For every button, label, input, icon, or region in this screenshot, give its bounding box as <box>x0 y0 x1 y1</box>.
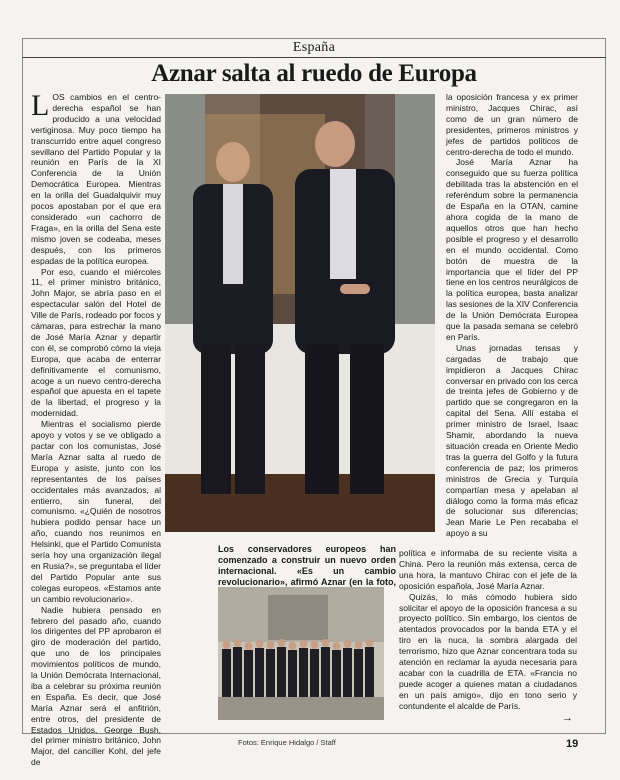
article-paragraph: Nadie hubiera pensado en febrero del pasado año, cuando los dirigentes del PP aprobaron el giro de moderación del partido, que uno de los principales movimientos políticos de mundo, la Unión Demócrata Internacional, iba a celebrar su próxima reunión en España. Es decir, que José María Aznar será el anfitrión, entre otros, del presidente de Estados Unidos, George Bush, del primer ministro británico, John Major, del canciller Kohl, del jefe de <box>31 604 161 768</box>
section-bar <box>22 38 606 58</box>
article-paragraph: LOS cambios en el centro-derecha español se han producido a una velocidad vertiginosa. Muy poco tiempo ha transcurrido entre aquel congreso sevillano del Partido Popular y la reunión en París de la XI Conferencia de la Unión Democrática Europea. Mientras en la orilla del Guadalquivir muy pocos apostaban por el que era considerado «un cachorro de Fraga», en la orilla del Sena este mismo joven se codeaba, meses después, con los primeros espadas de la política europea. <box>31 89 161 266</box>
article-paragraph: Mientras el socialismo pierde apoyo y votos y se ve obligado a pactar con los comunistas, José María Aznar salta al ruedo de Europa y asiste, junto con los representantes de los países occidentales más avanzados, al entierro, sin funeral, del comunismo. «¿Quién de nosotros hubiera podido pensar hace un año, cuando nos reunimos en Helsinki, que el Partido Comunista sería hoy una organización ilegal en Rusia?», se preguntaba el líder del Partido Popular ante sus colegas europeos. «Estamos ante un cambio revolucionario». <box>31 419 161 604</box>
article-paragraph: la oposición francesa y ex primer ministro, Jacques Chirac, así como de un gran número de presidentes, primeros ministros y jefes de partidos políticos de centro-derecha de todo el mundo. <box>446 92 578 157</box>
article-column-left <box>31 89 161 768</box>
article-paragraph: Quizás, lo más cómodo hubiera sido solicitar el apoyo de la oposición francesa a su proyecto político. Sin embargo, los cientos de atentados provocados por la banda ETA y el tiro en la nuca, la sombra alargada del terrorismo, hizo que Aznar concentrara toda su atención en reclamar la ayuda necesaria para acabar con la cuadrilla de ETA. «Francia no puede acoger a quienes matan a ciudadanos en un país amigo», dijo en tono serio y contundente el alcalde de París. <box>399 591 577 711</box>
main-photo-aznar-chirac <box>165 94 435 532</box>
headline: Aznar salta al ruedo de Europa <box>151 60 477 87</box>
article-column-bottom <box>399 548 577 724</box>
photo-caption: Los conservadores europeos han comenzado a construir un nuevo orden internacional. «Es un cambio revolucionario», afirmó Aznar (en la foto, <box>218 544 396 587</box>
drop-cap: L <box>31 89 50 122</box>
photo-credit: Fotos: Enrique Hidalgo / Staff <box>238 738 336 747</box>
continue-arrow-icon: → <box>562 712 573 724</box>
article-paragraph: Unas jornadas tensas y cargadas de trabajo que impidieron a Jacques Chirac conversar en privado con los cerca de treinta jefes de Gobierno y de partido que se congregaron en la capital del Sena. Allí estaba el primer ministro de Israel, Isaac Shamir, abordando la nueva situación creada en Oriente Medio tras la guerra del Golfo y la futura conferencia de paz; los primeros ministros de Grecia y Turquía compartían mesa y apelaban al diálogo como la forma más eficaz de solucionar sus diferencias; Jean Marie Le Pen recababa el apoyo a su <box>446 342 578 539</box>
section-label: España <box>292 40 336 55</box>
article-column-right <box>446 92 578 546</box>
page-number: 19 <box>566 738 579 750</box>
article-paragraph: Por eso, cuando el miércoles 11, el primer ministro británico, John Major, se abría paso en el espectacular salón del Hotel de Ville de París, rodeado por focos y cámaras, para estrechar la mano de José María Aznar y departir con él, se comprobó cómo la vieja Europa, que acaba de enterrar definitivamente el comunismo, acoge a un nuevo centro-derecha español que apuesta en el tapete de la libertad, el progreso y la modernidad. <box>31 266 161 419</box>
article-paragraph: política e informaba de su reciente visita a China. Pero la reunión más extensa, cerca de una hora, la mantuvo Chirac con el jefe de la oposición española, José María Aznar. <box>399 548 577 591</box>
article-paragraph: José María Aznar ha conseguido que su fuerza política debilitada tras la abstención en el referéndum sobre la permanencia de España en la OTAN, camine ahora cogida de la mano de aquellos otros que han hecho posible el progreso y el desarrollo en el mundo occidental. Como botón de muestra de la importancia que el líder del PP tiene en los centros neurálgicos de la política europea, basta analizar las sesiones de la XIV Conferencia de la Unión Demócrata Europea que la pasada semana se celebró en París. <box>446 157 578 342</box>
group-photo-conference <box>218 587 384 720</box>
